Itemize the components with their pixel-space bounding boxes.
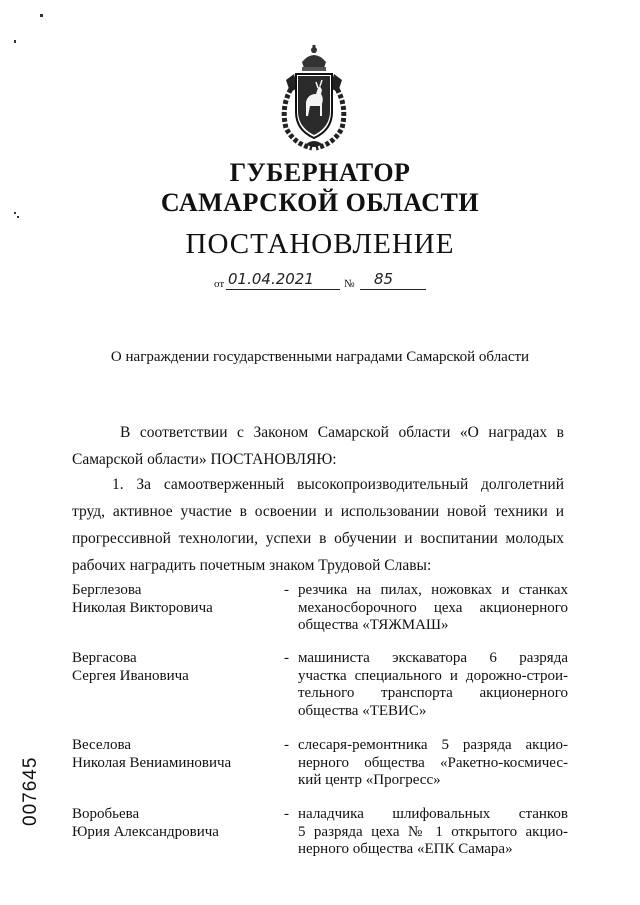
position-line: наладчика шлифовальных станков bbox=[298, 806, 568, 822]
awardee-dash: - bbox=[284, 650, 289, 666]
number-value: 85 bbox=[374, 270, 394, 288]
paragraph-line: прогрессивной технологии, успехи в обучении и воспитании молодых bbox=[72, 530, 564, 547]
scan-speck bbox=[40, 14, 43, 17]
scan-speck bbox=[14, 40, 16, 43]
number-label: № bbox=[344, 278, 355, 290]
position-line: кий центр «Прогресс» bbox=[298, 772, 441, 788]
document-subject: О награждении государственными наградами Самарской области bbox=[110, 349, 530, 365]
paragraph-line: В соответствии с Законом Самарской области «О наградах в bbox=[120, 424, 564, 441]
awardee-name bbox=[72, 737, 282, 772]
paragraph-line: 1. За самоотверженный высокопроизводительный долголетний bbox=[112, 476, 564, 493]
awardee-given-name: Юрия Александровича bbox=[72, 823, 219, 840]
awardee-dash: - bbox=[284, 737, 289, 753]
awardee-name bbox=[72, 650, 282, 685]
preamble-paragraph bbox=[72, 419, 564, 473]
paragraph-line: Самарской области» ПОСТАНОВЛЯЮ: bbox=[72, 451, 337, 468]
awardee-name bbox=[72, 806, 282, 841]
coat-of-arms-emblem bbox=[272, 44, 356, 154]
paragraph-line: труд, активное участие в освоении и использовании новой техники и bbox=[72, 503, 564, 520]
awardee-surname: Берглезова bbox=[72, 582, 142, 598]
position-line: 5 разряда цеха № 1 открытого акцио- bbox=[298, 823, 568, 840]
position-line: общества «ТЯЖМАШ» bbox=[298, 617, 449, 633]
awardee-dash: - bbox=[284, 806, 289, 822]
serial-number: 007645 bbox=[20, 756, 41, 826]
position-line: нерного общества «ЕПК Самара» bbox=[298, 841, 513, 857]
awardee-surname: Воробьева bbox=[72, 806, 140, 822]
paragraph-line: рабочих наградить почетным знаком Трудовой Славы: bbox=[72, 557, 432, 574]
clause-1-paragraph bbox=[72, 471, 564, 579]
position-line: машиниста экскаватора 6 разряда bbox=[298, 650, 568, 666]
date-label: от bbox=[214, 278, 225, 290]
document-type: ПОСТАНОВЛЕНИЕ bbox=[185, 228, 455, 260]
awardee-position bbox=[298, 650, 568, 720]
awardee-dash: - bbox=[284, 582, 289, 598]
awardee-given-name: Николая Вениаминовича bbox=[72, 754, 232, 771]
date-underline bbox=[226, 289, 340, 290]
awardee-given-name: Николая Викторовича bbox=[72, 599, 213, 616]
authority-title: ГУБЕРНАТОР bbox=[229, 158, 411, 187]
date-value: 01.04.2021 bbox=[228, 270, 314, 288]
date-number-line bbox=[214, 272, 434, 294]
position-line: слесаря-ремонтника 5 разряда акцио- bbox=[298, 737, 568, 753]
position-line: общества «ТЕВИС» bbox=[298, 702, 427, 719]
awardee-surname: Вергасова bbox=[72, 650, 137, 666]
position-line: тельного транспорта акционерного bbox=[298, 685, 568, 701]
awardee-position bbox=[298, 737, 568, 790]
position-line: участка специального и дорожно-строи- bbox=[298, 667, 568, 684]
awardee-given-name: Сергея Ивановича bbox=[72, 667, 189, 684]
position-line: механосборочного цеха акционерного bbox=[298, 599, 568, 616]
awardee-surname: Веселова bbox=[72, 737, 132, 753]
awardee-position bbox=[298, 582, 568, 635]
awardee-name bbox=[72, 582, 282, 617]
number-underline bbox=[360, 289, 426, 290]
position-line: резчика на пилах, ножовках и станках bbox=[298, 582, 568, 598]
authority-subtitle: САМАРСКОЙ ОБЛАСТИ bbox=[160, 188, 480, 217]
awardee-position bbox=[298, 806, 568, 859]
position-line: нерного общества «Ракетно-космичес- bbox=[298, 754, 568, 771]
